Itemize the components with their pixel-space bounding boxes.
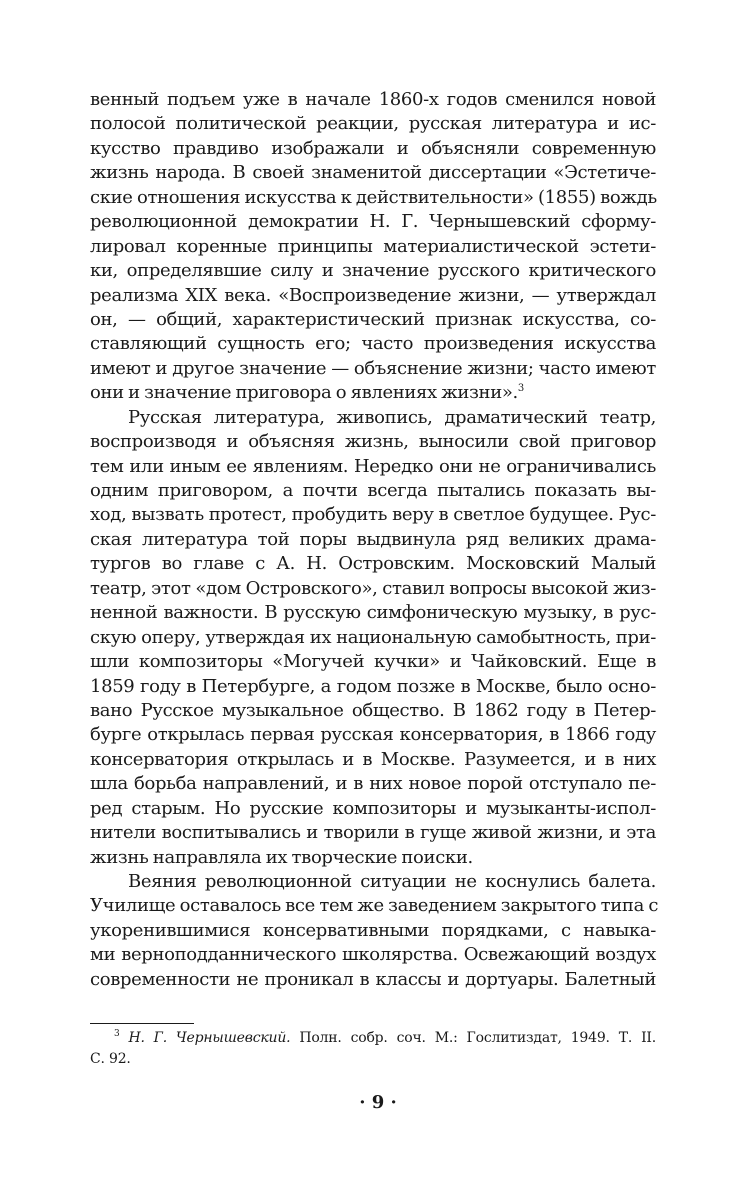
text-line: ские отношения искусства к действительности» (1855) вождь: [90, 186, 657, 208]
footnote-reference: 3: [517, 383, 524, 395]
text-line: одним приговором, а почти всегда пытались показать вы-: [90, 480, 656, 501]
text-line: Училище оставалось все тем же заведением закрытого типа с: [90, 895, 659, 917]
footnote-line: [90, 1028, 656, 1049]
paragraph-first-line: Русская литература, живопись, драматический театр,: [128, 406, 656, 428]
text-line: 1859 году в Петербурге, а годом позже в Москве, было осно-: [90, 675, 656, 697]
page-number: · 9 ·: [359, 1092, 397, 1113]
text-line: революционной демократии Н. Г. Чернышевский сформу-: [90, 211, 656, 233]
text-line-content: они и значение приговора о явлениях жизни».: [90, 382, 518, 404]
text-line: тем или иным ее явлениям. Нередко они не ограничивались: [90, 455, 656, 477]
footnote-author: Н. Г. Чернышевский.: [128, 1030, 291, 1046]
text-line: ненной важности. В русскую симфоническую музыку, в рус-: [90, 602, 656, 624]
text-line: ред старым. Но русские композиторы и музыканты-испол-: [90, 797, 656, 819]
text-line: венный подъем уже в начале 1860-х годов сменился новой: [90, 89, 656, 110]
text-line: полосой политической реакции, русская литература и ис-: [90, 113, 656, 135]
text-line: ская литература той поры выдвинула ряд великих драма-: [90, 528, 656, 550]
paragraph-first-line: Веяния революционной ситуации не коснулись балета.: [128, 871, 656, 892]
text-line: кусство правдиво изображали и объясняли современную: [90, 137, 656, 159]
text-line: консерватория открылась и в Москве. Разумеется, и в них: [90, 748, 656, 770]
text-line: укоренившимися консервативными порядками, с навыка-: [90, 919, 656, 941]
text-line: шла борьба направлений, и в них новое порой отступало пе-: [90, 773, 656, 795]
text-line: лировал коренные принципы материалистической эстети-: [90, 235, 656, 257]
text-line: ставляющий сущность его; часто произведения искусства: [90, 333, 656, 355]
main-text: [90, 88, 659, 992]
footnote-line: С. 92.: [90, 1051, 131, 1067]
text-line: воспроизводя и объясняя жизнь, выносили свой приговор: [90, 431, 656, 453]
text-line: театр, этот «дом Островского», ставил вопросы высокой жиз-: [90, 577, 656, 599]
footnote-text: Полн. собр. соч. М.: Гослитиздат, 1949. Т. II.: [290, 1030, 656, 1046]
text-line: вано Русское музыкальное общество. В 1862 году в Петер-: [90, 699, 656, 721]
text-line: имеют и другое значение — объяснение жизни; часто имеют: [90, 357, 656, 379]
text-line: шли композиторы «Могучей кучки» и Чайковский. Еще в: [90, 651, 656, 673]
text-line: реализма XIX века. «Воспроизведение жизни, — утверждал: [90, 284, 656, 306]
text-line: современности не проникал в классы и дортуары. Балетный: [90, 968, 656, 990]
text-line: жизнь народа. В своей знаменитой диссертации «Эстетиче-: [90, 162, 656, 184]
text-line: [90, 381, 656, 405]
text-line: нители воспитывались и творили в гуще живой жизни, и эта: [90, 822, 656, 844]
footnote-number: 3: [114, 1029, 120, 1039]
footnote-separator: [90, 1023, 194, 1024]
text-line: он, — общий, характеристический признак искусства, со-: [90, 308, 656, 330]
text-line: жизнь направляла их творческие поиски.: [90, 846, 473, 868]
text-line: бурге открылась первая русская консерватория, в 1866 году: [90, 724, 656, 746]
text-line: ход, вызвать протест, пробудить веру в светлое будущее. Рус-: [90, 504, 656, 526]
text-line: ми верноподданнического школярства. Освежающий воздух: [90, 944, 656, 966]
text-line: ки, определявшие силу и значение русского критического: [90, 260, 656, 282]
text-line: тургов во главе с А. Н. Островским. Московский Малый: [90, 553, 656, 575]
text-line: скую оперу, утверждая их национальную самобытность, при-: [90, 626, 656, 648]
footnote: [90, 1028, 656, 1070]
